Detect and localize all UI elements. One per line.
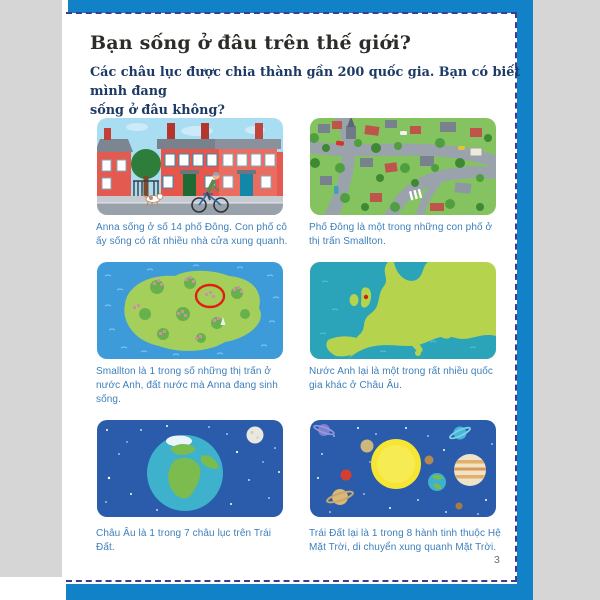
caption-solar-system: Trái Đất lại là 1 trong 8 hành tinh thuộc Hệ Mặt Trời, di chuyển xung quanh Mặt Trời. xyxy=(309,528,501,553)
planet-earth xyxy=(428,473,446,491)
earth-image xyxy=(97,420,283,517)
small-planet xyxy=(425,456,434,465)
green-door xyxy=(183,174,196,196)
caption-street: Anna sống ở số 14 phố Đông. Con phố cô ấy sống có rất nhiều nhà cửa xung quanh. xyxy=(96,222,288,247)
intro-text xyxy=(90,63,530,121)
caption-europe: Nước Anh lại là một trong rất nhiều quốc gia khác ở Châu Âu. xyxy=(309,366,494,391)
europe-map-illustration xyxy=(310,262,496,359)
street-scene-image xyxy=(97,118,283,215)
solar-system-illustration xyxy=(310,420,496,517)
tiny-planet xyxy=(456,503,463,510)
town-aerial-illustration xyxy=(310,118,496,215)
town-aerial-image xyxy=(310,118,496,215)
planet-mercury xyxy=(361,440,374,453)
solar-system-image xyxy=(310,420,496,517)
border-band-bottom xyxy=(66,584,533,600)
caption-earth: Châu Âu là 1 trong 7 châu lục trên Trái Đất. xyxy=(96,528,272,553)
caption-town: Phố Đông là một trong những con phố ở thị trấn Smallton. xyxy=(309,222,493,247)
moon xyxy=(247,427,264,444)
teal-door xyxy=(240,174,253,196)
intro-line-2: sống ở đâu không? xyxy=(90,103,225,119)
page-title: Bạn sống ở đâu trên thế giới? xyxy=(90,32,412,54)
planet-mars xyxy=(341,470,352,481)
europe-map-image xyxy=(310,262,496,359)
intro-line-1: Các châu lục được chia thành gần 200 quốc gia. Bạn có biết mình đang xyxy=(90,65,521,100)
page-number: 3 xyxy=(494,554,500,566)
caption-island: Smallton là 1 trong số những thị trấn ở nước Anh, đất nước mà Anna đang sinh sống. xyxy=(96,366,278,405)
island-map-illustration xyxy=(97,262,283,359)
street-scene-illustration xyxy=(97,118,283,215)
ireland xyxy=(350,294,359,306)
tree xyxy=(131,149,161,179)
location-dot xyxy=(364,295,368,299)
earth-illustration xyxy=(97,420,283,517)
sun xyxy=(371,439,421,489)
island-map-image xyxy=(97,262,283,359)
earth xyxy=(147,435,223,511)
backdrop-corner xyxy=(0,577,62,600)
